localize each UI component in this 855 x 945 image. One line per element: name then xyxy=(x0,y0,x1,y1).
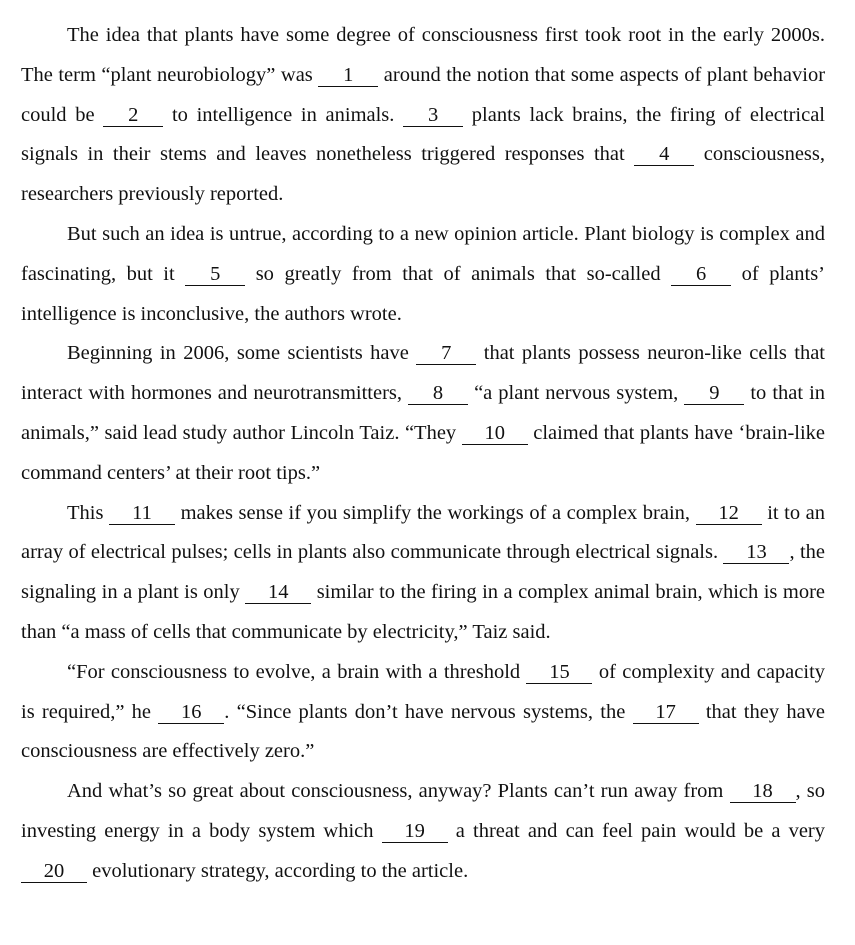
passage-text: , the signaling in a plant is only xyxy=(21,541,826,604)
passage-text: “For consciousness to evolve, a brain with a threshold xyxy=(67,660,521,683)
passage-text: This xyxy=(67,501,104,524)
paragraph-6 xyxy=(21,772,825,891)
blank-19: 19 xyxy=(382,820,448,843)
passage-text: , so investing energy in a body system which xyxy=(21,780,825,842)
passage-text: The idea that plants have some degree of consciousness first took root in the early 2000s. The term “plant neurobiology” was xyxy=(21,24,825,86)
passage-text: of complexity and capacity is required,” he xyxy=(21,660,826,723)
paragraph-5 xyxy=(21,653,825,772)
blank-1: 1 xyxy=(318,64,378,87)
blank-20: 20 xyxy=(21,860,87,883)
blank-16: 16 xyxy=(158,701,224,724)
paragraph-3 xyxy=(21,334,825,493)
passage-text: that they have consciousness are effectively zero.” xyxy=(21,700,826,763)
passage-text: so greatly from that of animals that so-called xyxy=(255,262,661,285)
passage-text: consciousness, researchers previously reported. xyxy=(21,143,825,206)
passage-text: to that in animals,” said lead study author Lincoln Taiz. “They xyxy=(21,382,826,444)
blank-18: 18 xyxy=(730,780,796,803)
passage-text: evolutionary strategy, according to the article. xyxy=(92,859,469,882)
passage-text: to intelligence in animals. xyxy=(171,103,395,126)
passage-text: makes sense if you simplify the workings of a complex brain, xyxy=(180,501,691,524)
blank-4: 4 xyxy=(634,143,694,166)
passage-text: similar to the firing in a complex animal brain, which is more than “a mass of cells that communicate by electricity,” Taiz said. xyxy=(21,581,825,643)
passage-text: it to an array of electrical pulses; cells in plants also communicate through electrical signals. xyxy=(21,501,826,564)
blank-9: 9 xyxy=(684,382,744,405)
passage-text: that plants possess neuron-like cells that interact with hormones and neurotransmitters, xyxy=(21,342,825,405)
passage-text: a threat and can feel pain would be a very xyxy=(455,819,825,842)
blank-15: 15 xyxy=(526,661,592,684)
blank-3: 3 xyxy=(403,104,463,127)
passage-text: plants lack brains, the firing of electrical signals in their stems and leaves nonetheless triggered responses that xyxy=(21,103,826,166)
blank-6: 6 xyxy=(671,263,731,286)
passage-text: And what’s so great about consciousness, anyway? Plants can’t run away from xyxy=(67,780,724,803)
blank-13: 13 xyxy=(723,541,789,564)
blank-12: 12 xyxy=(696,502,762,525)
blank-2: 2 xyxy=(103,104,163,127)
blank-10: 10 xyxy=(462,422,528,445)
passage-text: But such an idea is untrue, according to a new opinion article. Plant biology is complex and fascinating, but it xyxy=(21,222,825,285)
passage-text: around the notion that some aspects of plant behavior could be xyxy=(21,63,826,126)
passage-text: . “Since plants don’t have nervous systems, the xyxy=(224,700,626,723)
blank-14: 14 xyxy=(245,581,311,604)
passage-text: of plants’ intelligence is inconclusive, the authors wrote. xyxy=(21,262,826,325)
passage-text: “a plant nervous system, xyxy=(474,382,679,405)
paragraph-4 xyxy=(21,494,825,653)
paragraph-1 xyxy=(21,16,825,215)
passage-text: claimed that plants have ‘brain-like command centers’ at their root tips.” xyxy=(21,421,826,484)
blank-8: 8 xyxy=(408,382,468,405)
blank-11: 11 xyxy=(109,502,175,525)
blank-7: 7 xyxy=(416,342,476,365)
passage-text: Beginning in 2006, some scientists have xyxy=(67,342,409,365)
blank-17: 17 xyxy=(633,701,699,724)
paragraph-2 xyxy=(21,215,825,334)
blank-5: 5 xyxy=(185,263,245,286)
